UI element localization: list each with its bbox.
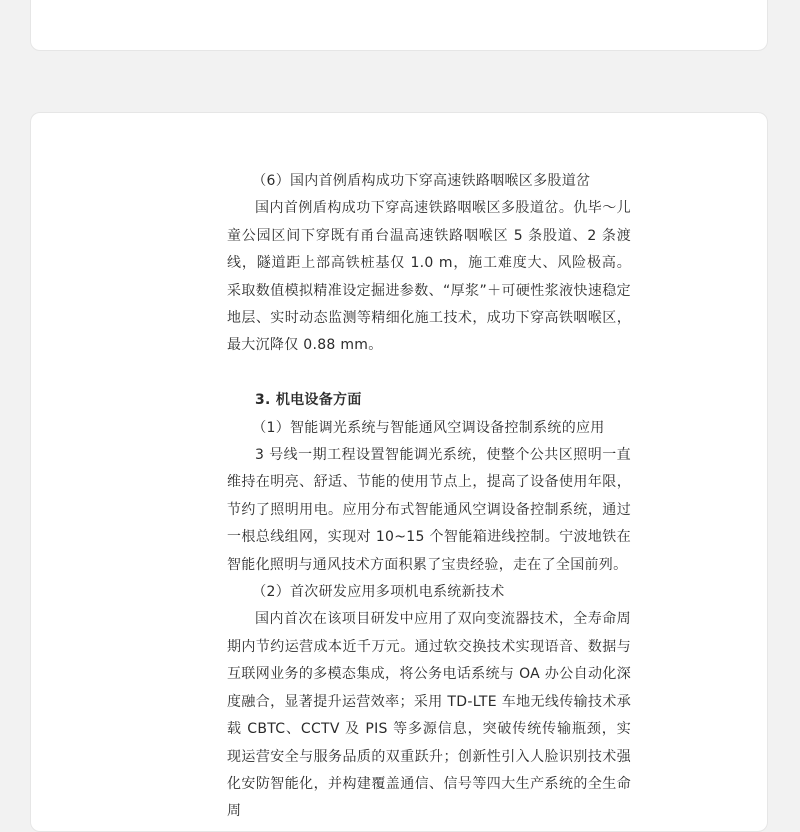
previous-content-card	[30, 0, 768, 51]
item-2-paragraph: 国内首次在该项目研发中应用了双向变流器技术，全寿命周期内节约运营成本近千万元。通过软交换技术实现语音、数据与互联网业务的多模态集成，将公务电话系统与 OA 办公自动化深度融合，显著提升运营效率；采用 TD-LTE 车地无线传输技术承载 CBTC、CCTV 及 PIS 等多源信息，突破传统传输瓶颈，实现运营安全与服务品质的双重跃升；创新性引入人脸识别技术强化安防智能化，并构建覆盖通信、信号等四大生产系统的全生命周	[227, 611, 631, 820]
section-spacer	[227, 360, 631, 387]
item-2-heading: （2）首次研发应用多项机电系统新技术	[252, 584, 505, 601]
item-1-paragraph: 3 号线一期工程设置智能调光系统，使整个公共区照明一直维持在明亮、舒适、节能的使用节点上，提高了设备使用年限，节约了照明用电。应用分布式智能通风空调设备控制系统，通过一根总线组网，实现对 10~15 个智能箱进线控制。宁波地铁在智能化照明与通风技术方面积累了宝贵经验，走在了全国前列。	[227, 447, 631, 573]
item-6-paragraph: 国内首例盾构成功下穿高速铁路咽喉区多股道岔。仇毕～儿童公园区间下穿既有甬台温高速铁路咽喉区 5 条股道、2 条渡线，隧道距上部高铁桩基仅 1.0 m，施工难度大、风险极高。采取数值模拟精准设定掘进参数、“厚浆”＋可硬性浆液快速稳定地层、实时动态监测等精细化施工技术，成功下穿高铁咽喉区，最大沉降仅 0.88 mm。	[227, 200, 631, 354]
item-6-heading: （6）国内首例盾构成功下穿高速铁路咽喉区多股道岔	[252, 173, 591, 189]
article-body	[227, 168, 631, 826]
section-3-heading: 3. 机电设备方面	[255, 392, 362, 409]
item-1-heading: （1）智能调光系统与智能通风空调设备控制系统的应用	[252, 419, 605, 436]
